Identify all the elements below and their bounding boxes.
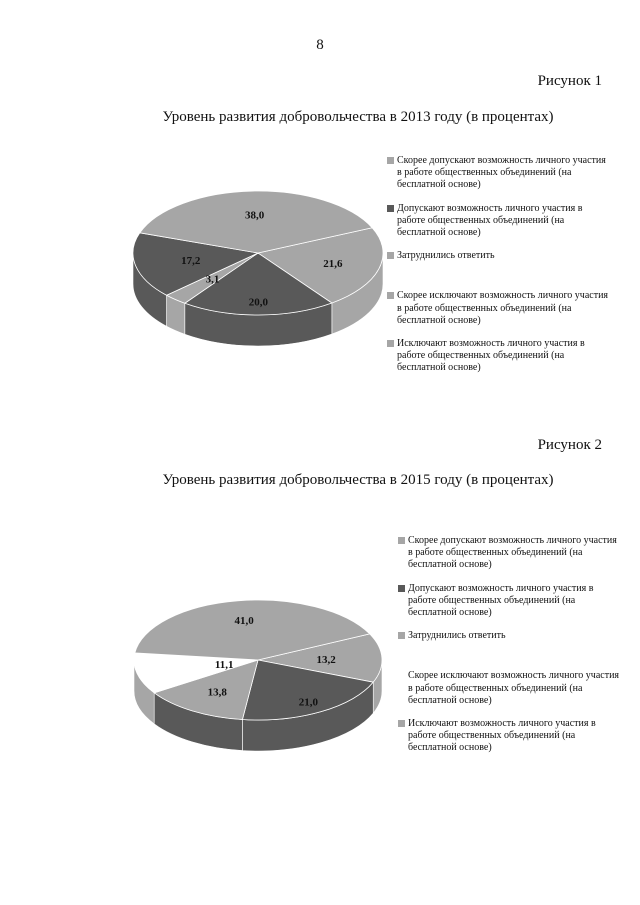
legend-2015 [398,535,623,766]
legend-swatch [398,720,405,727]
legend-text: Скорее допускают возможность личного участия в работе общественных объединений (на бесплатной основе) [397,155,606,191]
legend-text: Исключают возможность личного участия в работе общественных объединений (на бесплатной основе) [408,718,596,754]
data-label: 13,8 [207,686,227,699]
data-label: 21,6 [323,257,343,270]
data-label: 21,0 [298,696,319,709]
legend-swatch [398,585,405,592]
legend-text: Исключают возможность личного участия в работе общественных объединений (на бесплатной основе) [397,338,585,374]
legend-swatch [398,632,405,639]
legend-text: Скорее исключают возможность личного участия в работе общественных объединений (на бесплатной основе) [408,670,620,706]
data-label: 41,0 [234,614,254,627]
figure-1-title: Уровень развития добровольчества в 2013 году (в процентах) [162,109,554,125]
legend-item [398,670,623,707]
legend-text: Затруднились ответить [397,250,495,262]
data-label: 20,0 [248,296,268,309]
data-label: 3,1 [205,273,220,286]
legend-text: Допускают возможность личного участия в работе общественных объединений (на бесплатной основе) [408,582,594,619]
data-label: 13,2 [316,653,336,666]
legend-text: Допускают возможность личного участия в работе общественных объединений (на бесплатной основе) [397,202,583,239]
data-label: 17,2 [181,255,201,268]
page-number: 8 [316,37,324,53]
figure-2-label: Рисунок 2 [537,437,602,453]
legend-text: Затруднились ответить [408,630,506,642]
figure-1-label: Рисунок 1 [537,73,602,89]
legend-text: Скорее исключают возможность личного участия в работе общественных объединений (на бесплатной основе) [397,290,609,326]
data-label: 11,1 [214,658,234,671]
legend-swatch [398,537,405,544]
legend-item [398,583,623,620]
data-label: 38,0 [244,209,265,222]
legend-item [398,535,623,572]
legend-item [398,630,623,642]
pie-top [134,600,382,720]
figure-2-title: Уровень развития добровольчества в 2015 году (в процентах) [162,472,554,488]
legend-item [398,718,623,755]
legend-text: Скорее допускают возможность личного участия в работе общественных объединений (на бесплатной основе) [408,535,617,571]
